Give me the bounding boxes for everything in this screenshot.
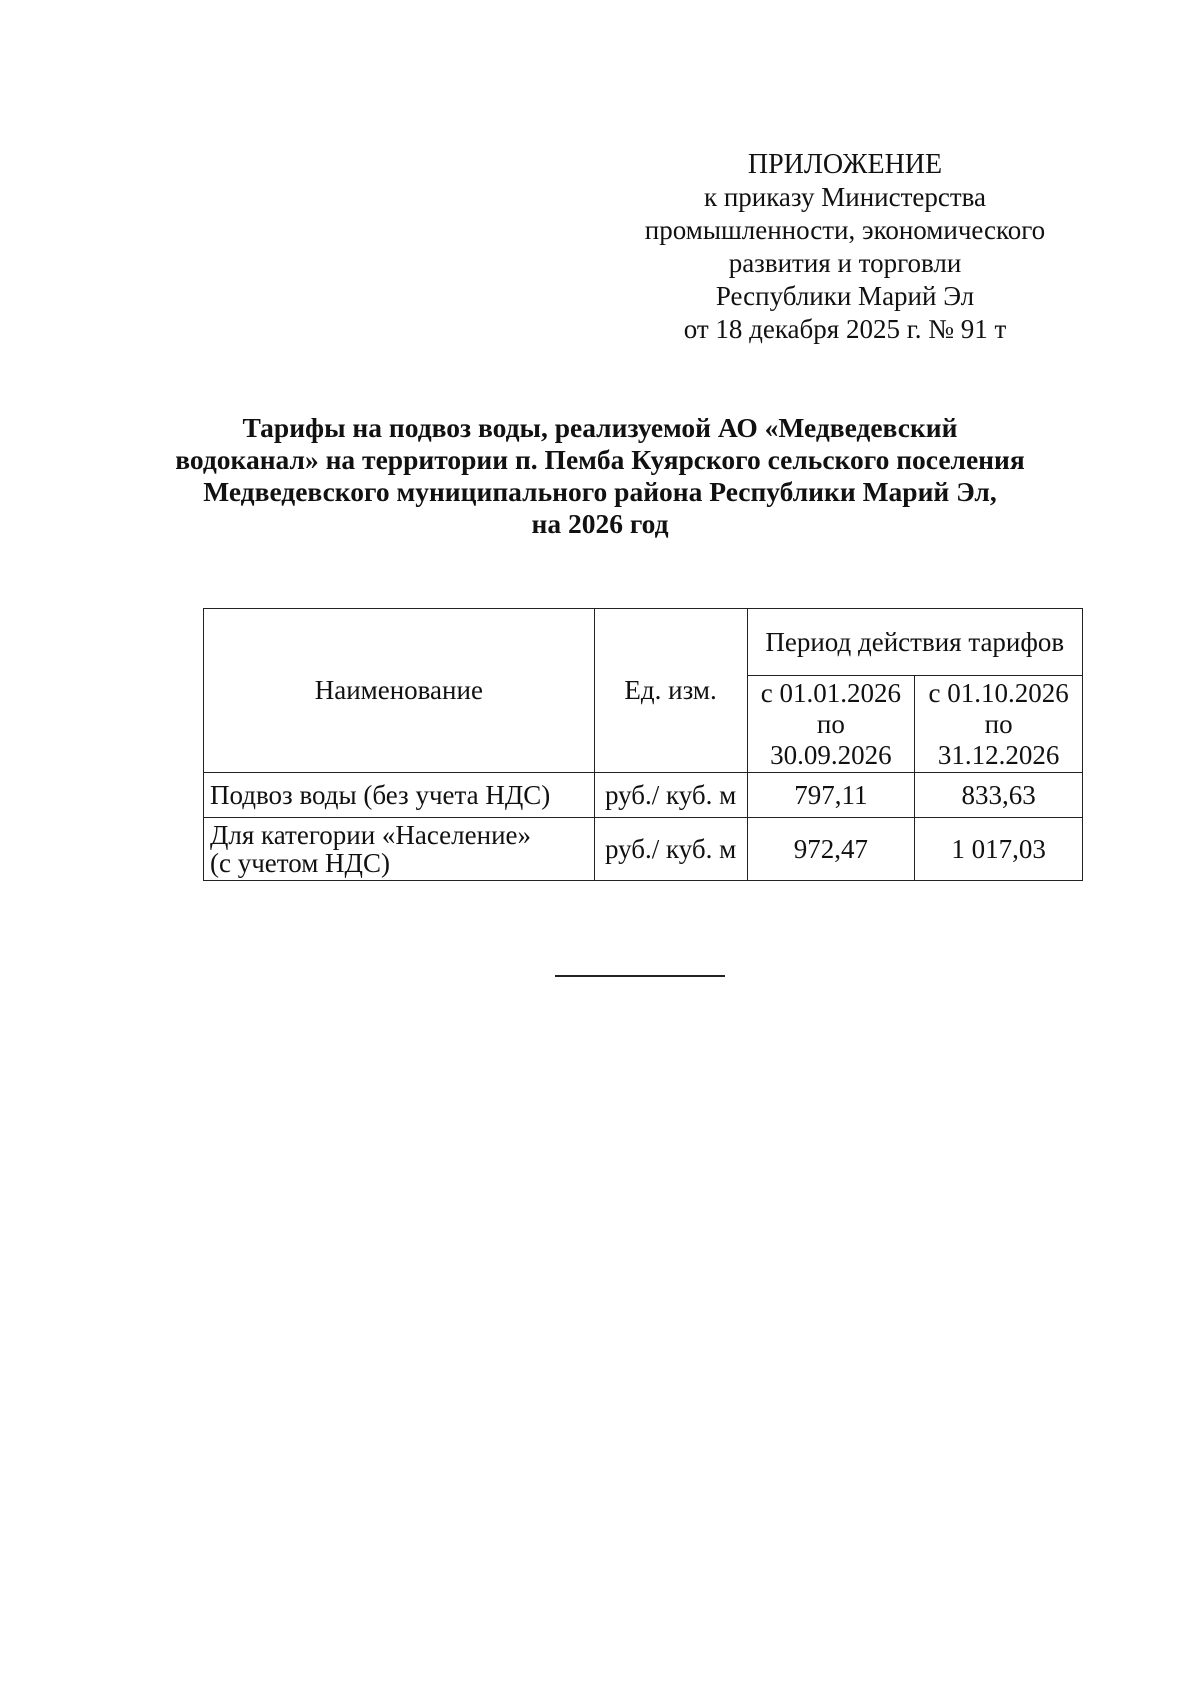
row-name: [204, 773, 595, 818]
period-1-to: 30.09.2026: [770, 739, 892, 770]
header-period-2: [915, 676, 1083, 773]
period-2-to-word: по: [984, 708, 1013, 739]
header-period-1: [747, 676, 915, 773]
table-row: [204, 773, 1083, 818]
period-2-to: 31.12.2026: [937, 739, 1060, 770]
end-separator-line: [555, 975, 725, 977]
appendix-date-line: от 18 декабря 2025 г. № 91 т: [683, 314, 1007, 344]
row-name-line: Для категории «Население»: [210, 820, 532, 850]
period-1-to-word: по: [816, 708, 845, 739]
table-header-row: [204, 609, 1083, 676]
title-line: водоканал» на территории п. Пемба Куярского сельского поселения: [175, 444, 1025, 475]
row-value-period-1: 972,47: [747, 818, 915, 881]
row-name: [204, 818, 595, 881]
row-unit: руб./ куб. м: [594, 818, 747, 881]
header-name: Наименование: [204, 609, 595, 773]
header-unit: Ед. изм.: [594, 609, 747, 773]
appendix-heading: ПРИЛОЖЕНИЕ: [747, 149, 943, 180]
document-title: [150, 412, 1050, 540]
table-row: [204, 818, 1083, 881]
tariff-table: [203, 608, 1083, 881]
appendix-line: промышленности, экономического: [644, 215, 1046, 245]
header-period: Период действия тарифов: [747, 609, 1082, 676]
row-value-period-2: 833,63: [915, 773, 1083, 818]
appendix-line: развития и торговли: [728, 248, 962, 278]
appendix-line: к приказу Министерства: [703, 182, 987, 212]
period-2-from: с 01.10.2026: [928, 677, 1069, 708]
period-1-from: с 01.01.2026: [760, 677, 901, 708]
row-value-period-1: 797,11: [747, 773, 915, 818]
appendix-line: Республики Марий Эл: [715, 281, 975, 311]
title-line: Медведевского муниципального района Республики Марий Эл,: [203, 476, 997, 507]
row-value-period-2: 1 017,03: [915, 818, 1083, 881]
row-unit: руб./ куб. м: [594, 773, 747, 818]
appendix-block: [600, 148, 1090, 346]
title-line: на 2026 год: [531, 508, 669, 539]
row-name-line: (с учетом НДС): [210, 848, 390, 878]
title-line: Тарифы на подвоз воды, реализуемой АО «Медведевский: [242, 412, 958, 443]
row-name-line: Подвоз воды (без учета НДС): [210, 779, 551, 810]
